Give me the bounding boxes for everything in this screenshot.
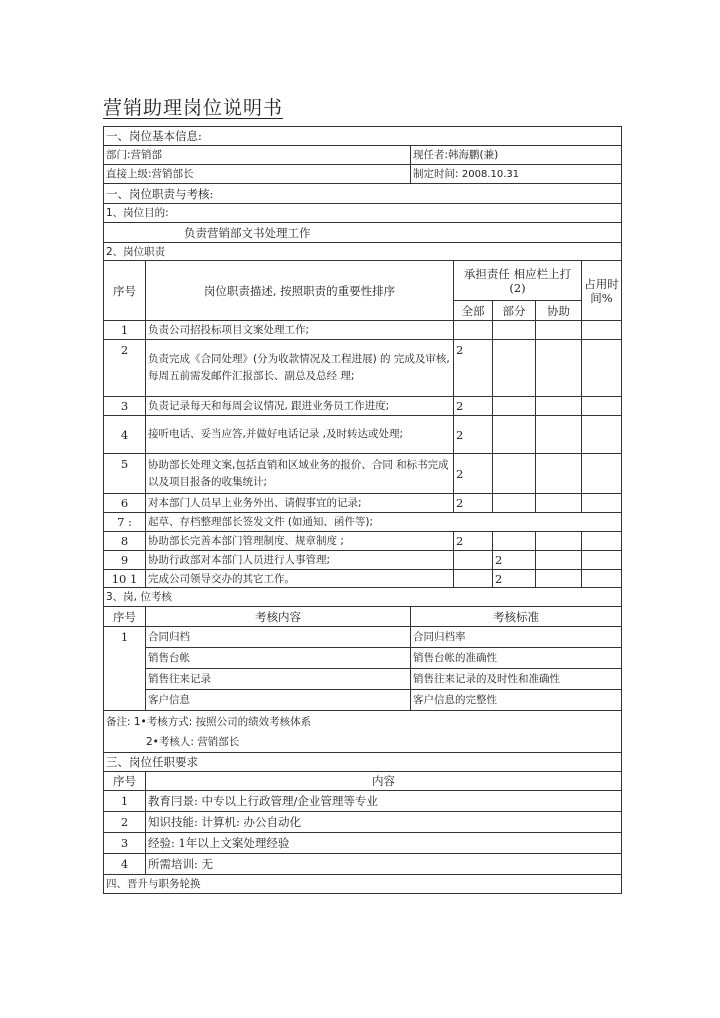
assessment-row (104, 648, 622, 669)
qualification-row (104, 854, 622, 875)
assessment-heading: 3、岗, 位考核 (104, 588, 622, 607)
page-title: 营销助理岗位说明书 (103, 97, 284, 119)
duty-full: 2 (454, 494, 493, 513)
assessment-standard: 客户信息的完整性 (411, 690, 622, 711)
duty-full: 2 (454, 397, 493, 416)
assessment-col-no: 序号 (104, 607, 146, 627)
assessment-standard: 合同归档率 (411, 627, 622, 648)
qualification-text: 所需培训: 无 (146, 854, 622, 875)
assessment-notes (104, 711, 622, 753)
duties-heading: 一、岗位职责与考核: (104, 184, 622, 204)
duty-ratio (582, 551, 622, 570)
qualification-row (104, 812, 622, 833)
assessment-row (104, 627, 622, 648)
duty-desc: 协助行政部对本部门人员进行人事管理; (146, 551, 454, 570)
duty-row (104, 397, 622, 416)
duties-col-ratio: 占用时间% (582, 261, 622, 321)
date-value: 2008.10.31 (461, 168, 520, 180)
assessment-content: 销售台帐 (146, 648, 411, 669)
duty-full: 2 (454, 340, 493, 397)
duty-row (104, 513, 622, 532)
duty-desc: 起草、存档整理部长签发文件 (如通知、函件等); (146, 513, 622, 532)
duty-ratio (582, 340, 622, 397)
qualification-no: 4 (104, 854, 146, 875)
duty-full: 2 (454, 416, 493, 454)
duty-full (454, 570, 493, 588)
assessment-col-standard: 考核标准 (411, 607, 622, 627)
duty-desc: 负责公司招投标项目文案处理工作; (146, 321, 454, 340)
duty-no: 7 : (104, 513, 146, 532)
assessment-no: 1 (104, 627, 146, 711)
qualification-heading: 三、岗位任职要求 (104, 753, 622, 772)
date-cell (411, 165, 622, 184)
duty-assist (536, 454, 582, 494)
assessment-note-1: 备注: 1•考核方式: 按照公司的绩效考核体系 (106, 715, 312, 728)
duty-full (454, 321, 493, 340)
qualification-text: 知识技能: 计算机: 办公自动化 (146, 812, 622, 833)
qualification-no: 1 (104, 791, 146, 812)
duty-row (104, 532, 622, 551)
duty-part (493, 416, 536, 454)
duties-subheading: 2、岗位职责 (104, 243, 622, 261)
duty-row (104, 321, 622, 340)
job-description-table (103, 126, 622, 894)
qualification-col-no: 序号 (104, 772, 146, 791)
duty-row (104, 494, 622, 513)
assessment-note-2: 2•考核人: 营销部长 (146, 735, 240, 748)
department-cell: 部门:营销部 (104, 146, 411, 165)
duty-full (454, 551, 493, 570)
superior-cell: 直接上级:营销部长 (104, 165, 411, 184)
assessment-content: 合同归档 (146, 627, 411, 648)
duty-ratio (582, 321, 622, 340)
duty-part: 2 (493, 570, 536, 588)
qualification-no: 3 (104, 833, 146, 854)
duty-part (493, 321, 536, 340)
qualification-text: 经验: 1年以上文案处理经验 (146, 833, 622, 854)
duty-part: 2 (493, 551, 536, 570)
duty-ratio (582, 454, 622, 494)
duty-no: 1 (104, 321, 146, 340)
duty-ratio (582, 570, 622, 588)
date-label: 制定时间: (413, 167, 459, 180)
duty-part (493, 340, 536, 397)
duties-col-resp: 承担责任 相应栏上打(2) (454, 261, 582, 301)
duty-row (104, 570, 622, 588)
duty-no: 8 (104, 532, 146, 551)
duty-ratio (582, 494, 622, 513)
duty-row (104, 454, 622, 494)
basic-info-heading: 一、岗位基本信息: (104, 127, 622, 146)
qualification-col-content: 内容 (146, 772, 622, 791)
duty-desc: 接听电话、妥当应答,并做好电话记录 ,及时转达或处理; (146, 416, 454, 454)
duty-part (493, 397, 536, 416)
duty-desc: 对本部门人员早上业务外出、请假事宜的记录; (146, 494, 454, 513)
duty-no: 9 (104, 551, 146, 570)
duty-no: 4 (104, 416, 146, 454)
duties-col-assist: 协助 (536, 301, 582, 321)
qualification-row (104, 833, 622, 854)
duty-assist (536, 570, 582, 588)
duty-assist (536, 551, 582, 570)
assessment-row (104, 690, 622, 711)
duty-desc: 负责完成《合同处理》(分为收款情况及工程进展) 的 完成及审核,每周五前需发邮件汇报部长、副总及总经 理; (146, 340, 454, 397)
duty-desc: 协助部长处理文案,包括直销和区域业务的报价、合同 和标书完成以及项目报备的收集统计; (146, 454, 454, 494)
duty-no: 2 (104, 340, 146, 397)
duty-assist (536, 494, 582, 513)
assessment-content: 客户信息 (146, 690, 411, 711)
qualification-no: 2 (104, 812, 146, 833)
duties-col-part: 部分 (493, 301, 536, 321)
duty-no: 5 (104, 454, 146, 494)
duty-part (493, 494, 536, 513)
duty-assist (536, 321, 582, 340)
duty-desc: 协助部长完善本部门管理制度、规章制度 ; (146, 532, 454, 551)
duty-ratio (582, 532, 622, 551)
duty-desc: 负责记录每天和每周会议情况, 跟进业务员工作进度; (146, 397, 454, 416)
duty-full: 2 (454, 454, 493, 494)
duty-full: 2 (454, 532, 493, 551)
qualification-text: 教育冃景: 中专以上行政管理/企业管理等专业 (146, 791, 622, 812)
incumbent-cell: 现任者:韩海鹏(兼) (411, 146, 622, 165)
duty-no: 6 (104, 494, 146, 513)
assessment-content: 销售往来记录 (146, 669, 411, 690)
assessment-standard: 销售往来记录的及时性和准确性 (411, 669, 622, 690)
duty-assist (536, 532, 582, 551)
duty-part (493, 454, 536, 494)
promotion-heading: 四、晋升与职务轮换 (104, 875, 622, 894)
duty-assist (536, 340, 582, 397)
duty-row (104, 340, 622, 397)
duty-no: 10 1 (104, 570, 146, 588)
qualification-row (104, 791, 622, 812)
duty-desc: 完成公司领导交办的其它工作。 (146, 570, 454, 588)
duty-assist (536, 397, 582, 416)
purpose-heading: 1、岗位目的: (104, 204, 622, 223)
duty-part (493, 532, 536, 551)
duties-col-full: 全部 (454, 301, 493, 321)
duties-col-desc: 岗位职责描述, 按照职责的重要性排序 (146, 261, 454, 321)
duty-row (104, 551, 622, 570)
purpose-text: 负责营销部文书处理工作 (104, 223, 622, 243)
duty-no: 3 (104, 397, 146, 416)
duty-ratio (582, 397, 622, 416)
duty-ratio (582, 416, 622, 454)
duty-assist (536, 416, 582, 454)
duty-row (104, 416, 622, 454)
duties-col-no: 序号 (104, 261, 146, 321)
assessment-col-content: 考核内容 (146, 607, 411, 627)
assessment-standard: 销售台帐的准确性 (411, 648, 622, 669)
assessment-row (104, 669, 622, 690)
